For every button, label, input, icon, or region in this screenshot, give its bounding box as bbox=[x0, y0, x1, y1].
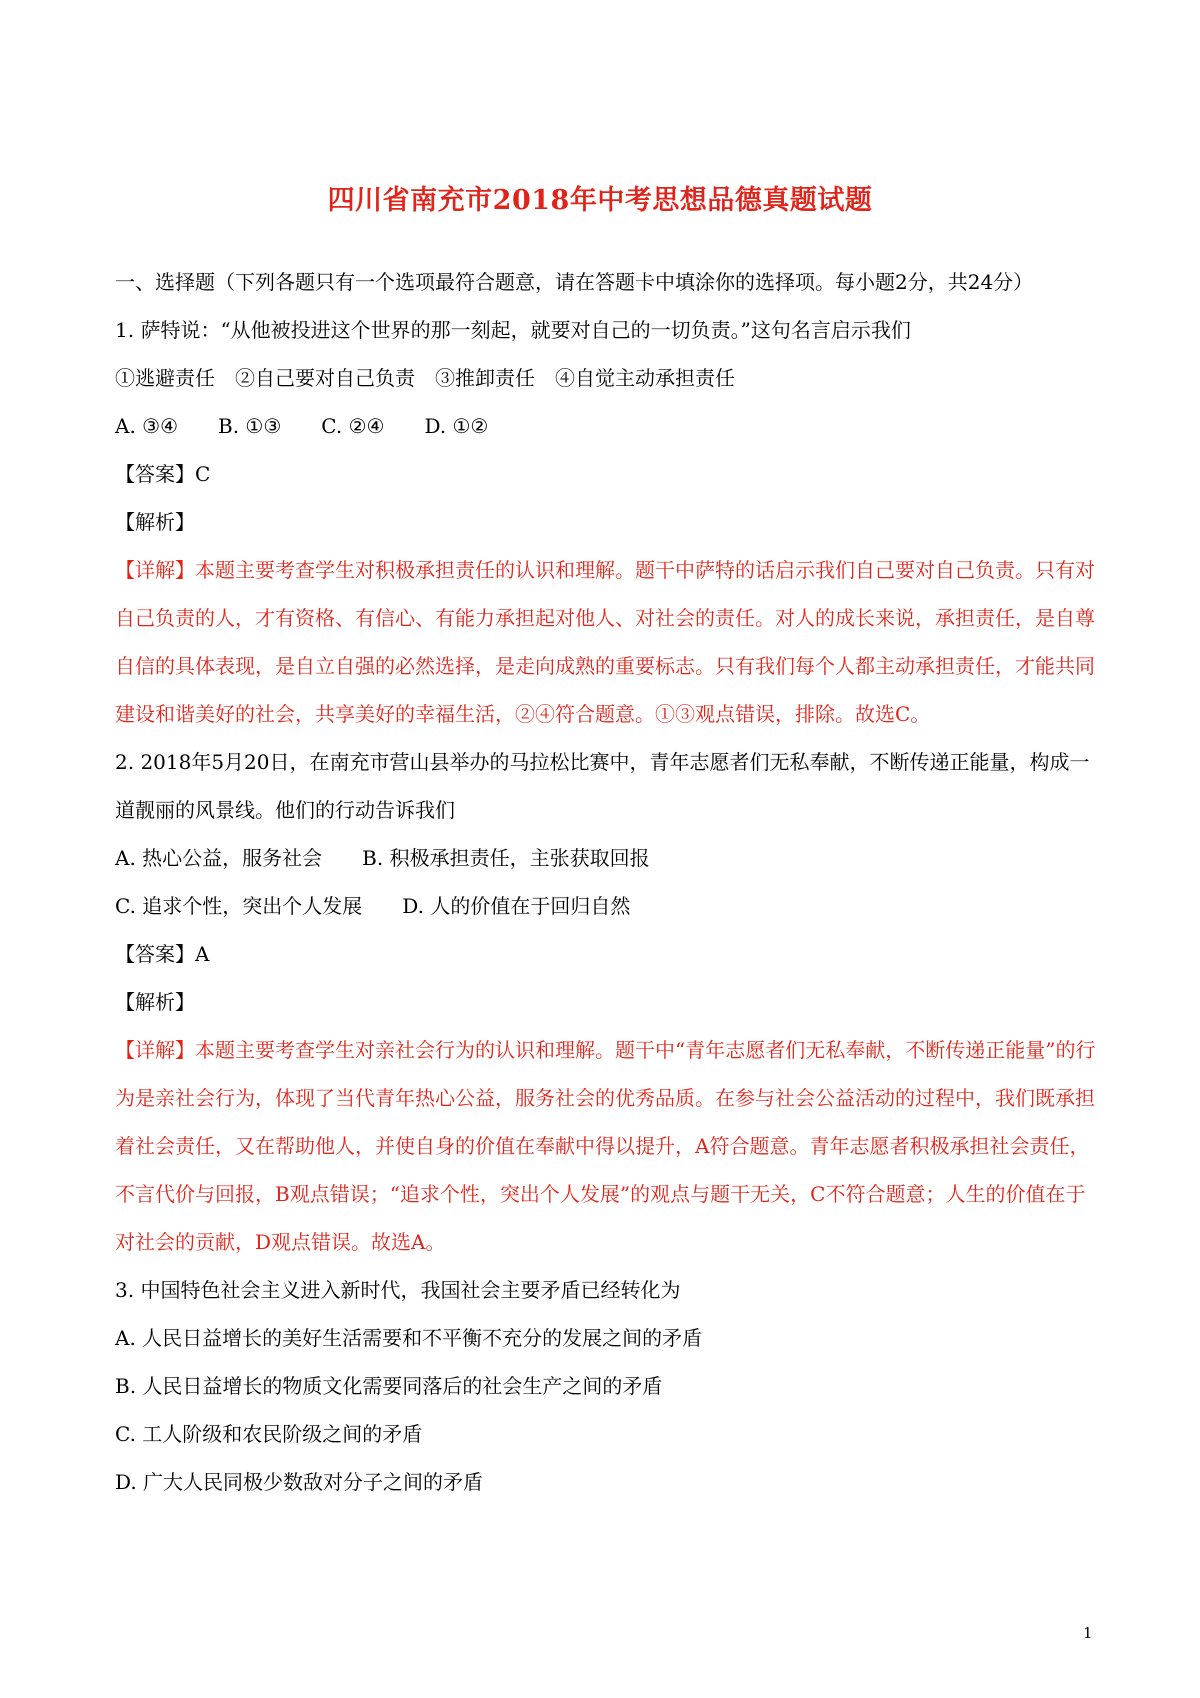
question-1-detail: 【详解】本题主要考查学生对积极承担责任的认识和理解。题干中萨特的话启示我们自己要对自己负责。只有对自己负责的人，才有资格、有信心、有能力承担起对他人、对社会的责任。对人的成长来说，承担责任，是自尊自信的具体表现，是自立自强的必然选择，是走向成熟的重要标志。只有我们每个人都主动承担责任，才能共同建设和谐美好的社会，共享美好的幸福生活，②④符合题意。①③观点错误，排除。故选C。 bbox=[115, 558, 1095, 726]
question-2-options-row-2: C. 追求个性，突出个人发展 D. 人的价值在于回归自然 bbox=[115, 894, 631, 918]
page-number: 1 bbox=[1083, 1624, 1093, 1642]
question-3-stem: 3. 中国特色社会主义进入新时代，我国社会主要矛盾已经转化为 bbox=[115, 1278, 681, 1302]
question-2-analysis-label: 【解析】 bbox=[115, 990, 195, 1014]
document-body bbox=[115, 258, 1105, 1506]
question-1-answer: 【答案】C bbox=[115, 462, 211, 486]
question-1-stem: 1. 萨特说：“从他被投进这个世界的那一刻起，就要对自己的一切负责。”这句名言启示我们 bbox=[115, 318, 911, 342]
question-1-analysis-label: 【解析】 bbox=[115, 510, 195, 534]
document-title: 四川省南充市2018年中考思想品德真题试题 bbox=[327, 185, 873, 216]
question-2-answer: 【答案】A bbox=[115, 942, 210, 966]
question-3-option-a: A. 人民日益增长的美好生活需要和不平衡不充分的发展之间的矛盾 bbox=[115, 1326, 703, 1350]
question-3-option-b: B. 人民日益增长的物质文化需要同落后的社会生产之间的矛盾 bbox=[115, 1374, 663, 1398]
section-heading: 一、选择题（下列各题只有一个选项最符合题意，请在答题卡中填涂你的选择项。每小题2分，共24分） bbox=[115, 270, 1034, 294]
question-2-stem: 2. 2018年5月20日，在南充市营山县举办的马拉松比赛中，青年志愿者们无私奉献，不断传递正能量，构成一道靓丽的风景线。他们的行动告诉我们 bbox=[115, 750, 1090, 822]
question-1-items: ①逃避责任 ②自己要对自己负责 ③推卸责任 ④自觉主动承担责任 bbox=[115, 366, 735, 390]
question-2-detail: 【详解】本题主要考查学生对亲社会行为的认识和理解。题干中“青年志愿者们无私奉献，不断传递正能量”的行为是亲社会行为，体现了当代青年热心公益，服务社会的优秀品质。在参与社会公益活动的过程中，我们既承担着社会责任，又在帮助他人，并使自身的价值在奉献中得以提升，A符合题意。青年志愿者积极承担社会责任，不言代价与回报，B观点错误；“追求个性，突出个人发展”的观点与题干无关，C不符合题意；人生的价值在于对社会的贡献，D观点错误。故选A。 bbox=[115, 1038, 1096, 1254]
question-2-options-row-1: A. 热心公益，服务社会 B. 积极承担责任，主张获取回报 bbox=[115, 846, 650, 870]
question-1-options: A. ③④ B. ①③ C. ②④ D. ①② bbox=[115, 414, 489, 438]
question-3-option-c: C. 工人阶级和农民阶级之间的矛盾 bbox=[115, 1422, 423, 1446]
question-3-option-d: D. 广大人民同极少数敌对分子之间的矛盾 bbox=[115, 1470, 484, 1494]
